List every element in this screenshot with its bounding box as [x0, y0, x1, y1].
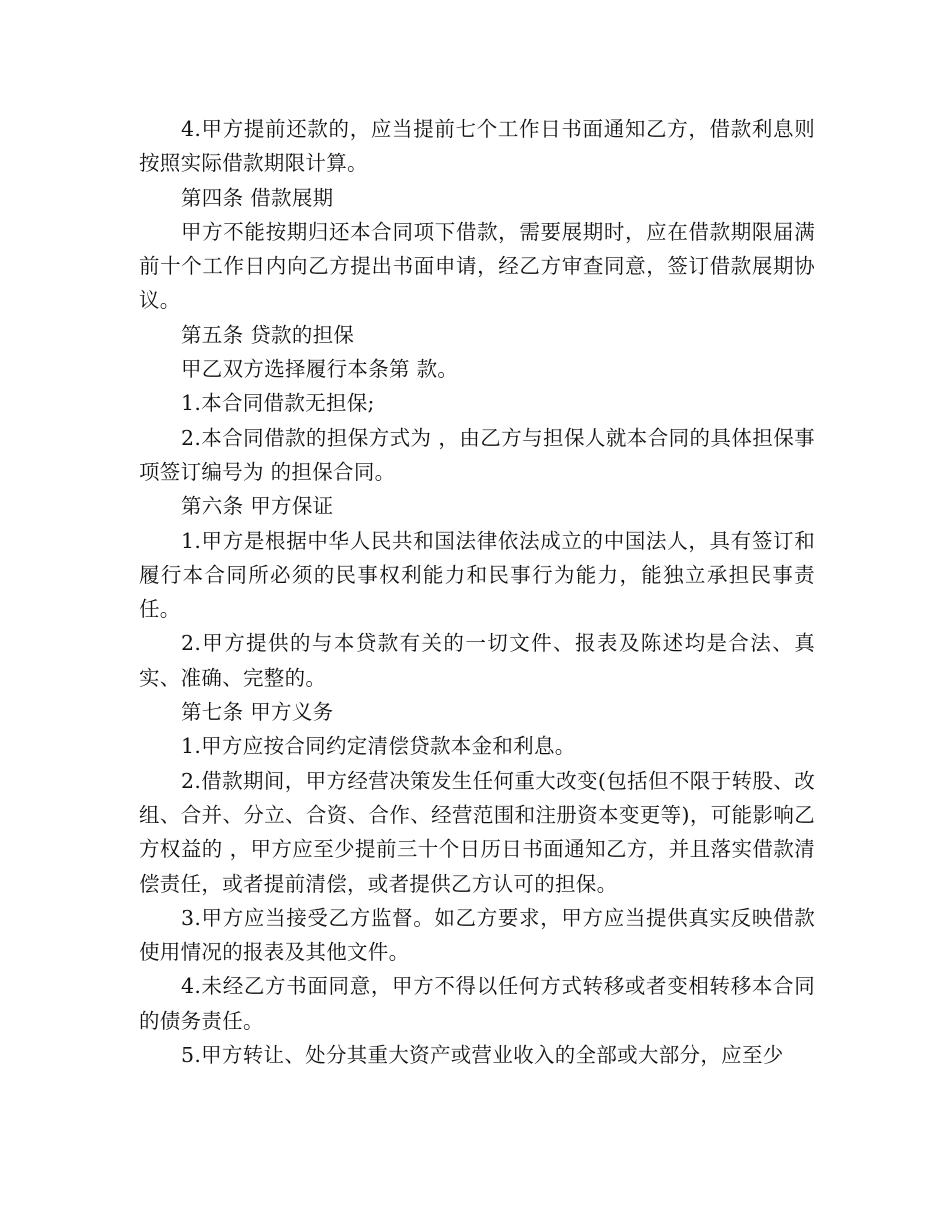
paragraph-guarantee-method: 2.本合同借款的担保方式为 ，由乙方与担保人就本合同的具体担保事项签订编号为 的担保合同。: [139, 425, 815, 484]
paragraph-documents-true: 2.甲方提供的与本贷款有关的一切文件、报表及陈述均是合法、真实、准确、完整的。: [139, 631, 815, 690]
paragraph-legal-entity: 1.甲方是根据中华人民共和国法律依法成立的中国法人，具有签订和履行本合同所必须的民事权利能力和民事行为能力，能独立承担民事责任。: [139, 528, 815, 622]
paragraph-loan-extension: 甲方不能按期归还本合同项下借款，需要展期时，应在借款期限届满前十个工作日内向乙方提出书面申请，经乙方审查同意，签订借款展期协议。: [139, 219, 815, 313]
document-body: [139, 112, 815, 1072]
article-5-heading: 第五条 贷款的担保: [181, 322, 355, 347]
paragraph-asset-disposal: 5.甲方转让、处分其重大资产或营业收入的全部或大部分，应至少: [181, 1043, 784, 1068]
article-4-heading: 第四条 借款展期: [181, 185, 334, 210]
paragraph-guarantee-choice: 甲乙双方选择履行本条第 款。: [181, 357, 459, 382]
paragraph-no-transfer: 4.未经乙方书面同意，甲方不得以任何方式转移或者变相转移本合同的债务责任。: [139, 974, 815, 1033]
paragraph-supervision: 3.甲方应当接受乙方监督。如乙方要求，甲方应当提供真实反映借款使用情况的报表及其他文件。: [139, 905, 815, 965]
paragraph-no-guarantee: 1.本合同借款无担保;: [181, 391, 375, 416]
article-7-heading: 第七条 甲方义务: [181, 700, 334, 725]
article-6-heading: 第六条 甲方保证: [181, 494, 334, 519]
paragraph-prepayment-notice: 4.甲方提前还款的，应当提前七个工作日书面通知乙方，借款利息则按照实际借款期限计算。: [139, 117, 815, 176]
paragraph-major-changes: 2.借款期间，甲方经营决策发生任何重大改变(包括但不限于转股、改组、合并、分立、合资、合作、经营范围和注册资本变更等)，可能影响乙方权益的 ，甲方应至少提前三十个日历日书面通知乙方，并且落实借款清偿责任，或者提前清偿，或者提供乙方认可的担保。: [139, 768, 815, 896]
paragraph-repay-obligation: 1.甲方应按合同约定清偿贷款本金和利息。: [181, 734, 576, 759]
